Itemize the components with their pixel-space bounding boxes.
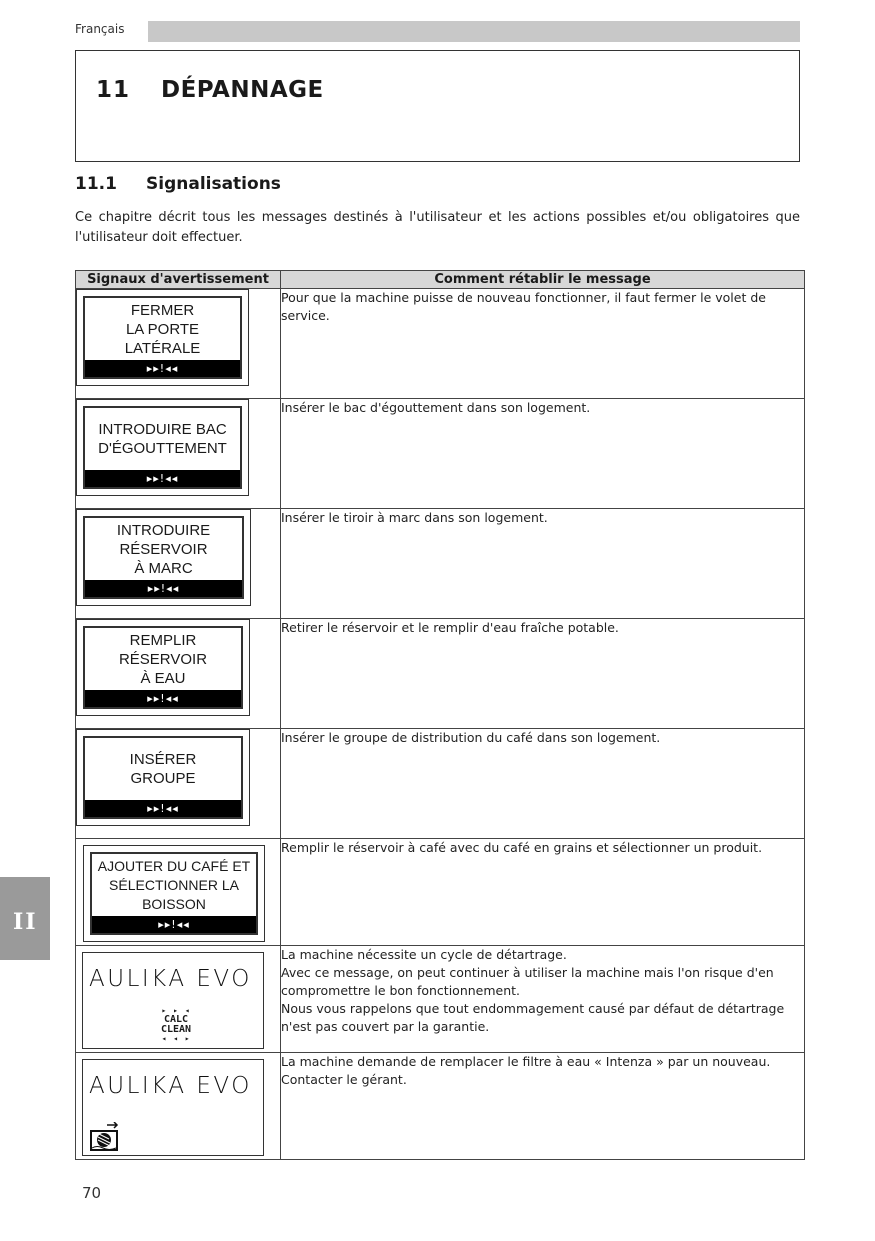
header-bar — [148, 21, 800, 42]
remedy-cell — [281, 619, 805, 729]
remedy-text: Insérer le bac d'égouttement dans son logement. — [281, 400, 591, 415]
remedy-cell — [281, 946, 805, 1053]
signal-cell — [76, 946, 281, 1053]
display-line: SÉLECTIONNER LA BOISSON — [109, 876, 239, 912]
remedy-text: Insérer le tiroir à marc dans son logement. — [281, 510, 548, 525]
display-screen — [83, 845, 265, 942]
table-row — [76, 289, 805, 399]
display-line: RÉSERVOIR — [119, 540, 208, 558]
warning-bar-icon: ▸▸!◂◂ — [85, 580, 242, 597]
signal-cell — [76, 1053, 281, 1160]
display-line: FERMER — [130, 301, 195, 319]
display-line: LA PORTE — [125, 320, 200, 338]
display-screen — [76, 289, 249, 386]
table-row — [76, 946, 805, 1053]
remedy-text: Avec ce message, on peut continuer à utiliser la machine mais l'on risque d'en compromettre le bon fonctionnement. — [281, 965, 774, 998]
signal-cell — [76, 399, 281, 509]
intro-paragraph: Ce chapitre décrit tous les messages destinés à l'utilisateur et les actions possibles et/ou obligatoires que l'utilisateur doit effectuer. — [75, 210, 800, 245]
calc-label: CALC — [163, 1014, 189, 1025]
water-filter-icon — [89, 1122, 121, 1152]
remedy-cell — [281, 1053, 805, 1160]
remedy-text: La machine demande de remplacer le filtre à eau « Intenza » par un nouveau. — [281, 1054, 771, 1069]
display-screen — [76, 729, 250, 826]
table-row — [76, 839, 805, 946]
signal-cell — [76, 839, 281, 946]
table-header-row — [76, 271, 805, 289]
display-screen — [82, 1059, 264, 1156]
remedy-text: Contacter le gérant. — [281, 1072, 407, 1087]
display-screen — [76, 619, 250, 716]
chapter-title: DÉPANNAGE — [161, 77, 324, 103]
display-line: D'ÉGOUTTEMENT — [98, 440, 227, 457]
signal-cell — [76, 289, 281, 399]
display-screen — [82, 952, 264, 1049]
warning-bar-icon: ▸▸!◂◂ — [85, 470, 240, 487]
display-screen — [76, 509, 251, 606]
display-line: À MARC — [134, 559, 193, 577]
warning-bar-icon: ▸▸!◂◂ — [85, 690, 241, 707]
language-label: Français — [75, 22, 125, 36]
signal-cell — [76, 729, 281, 839]
col-header-remedy: Comment rétablir le message — [281, 271, 805, 289]
chapter-number: 11 — [96, 77, 131, 103]
table-row — [76, 1053, 805, 1160]
display-line: À EAU — [140, 669, 186, 687]
section-number: 11.1 — [75, 174, 117, 194]
warning-bar-icon: ▸▸!◂◂ — [85, 360, 240, 377]
remedy-cell — [281, 509, 805, 619]
remedy-text: Insérer le groupe de distribution du café dans son logement. — [281, 730, 661, 745]
signal-cell — [76, 509, 281, 619]
remedy-text: Nous vous rappelons que tout endommagement causé par défaut de détartrage n'est pas couvert par la garantie. — [281, 1001, 785, 1034]
remedy-text: Retirer le réservoir et le remplir d'eau fraîche potable. — [281, 620, 619, 635]
table-row — [76, 509, 805, 619]
signals-table — [75, 270, 805, 1160]
display-line: INTRODUIRE BAC — [98, 421, 227, 438]
table-row — [76, 729, 805, 839]
side-tab-label: II — [13, 909, 38, 935]
display-screen — [76, 399, 249, 496]
calc-clean-icon: ▸ ▸ ◂ CALC CLEAN ◂ ◂ ▸ — [160, 1006, 192, 1043]
table-row — [76, 399, 805, 509]
display-line: RÉSERVOIR — [118, 650, 208, 668]
remedy-cell — [281, 399, 805, 509]
warning-bar-icon: ▸▸!◂◂ — [92, 916, 256, 933]
section-title: Signalisations — [146, 174, 281, 194]
remedy-text: La machine nécessite un cycle de détartrage. — [281, 947, 567, 962]
display-line: AJOUTER DU CAFÉ ET — [97, 857, 251, 874]
remedy-cell — [281, 289, 805, 399]
display-line: LATÉRALE — [124, 339, 201, 357]
page-number: 70 — [82, 1184, 102, 1202]
brand-logo: AULIKA EVO — [89, 1073, 252, 1099]
display-line: INSÉRER — [129, 751, 197, 768]
chapter-box — [75, 50, 800, 162]
table-row — [76, 619, 805, 729]
display-line: GROUPE — [130, 770, 196, 787]
display-line: INTRODUIRE — [116, 521, 211, 539]
warning-bar-icon: ▸▸!◂◂ — [85, 800, 241, 817]
col-header-signals: Signaux d'avertissement — [76, 271, 281, 289]
clean-label: CLEAN — [160, 1024, 192, 1035]
display-line: REMPLIR — [129, 631, 197, 649]
remedy-text: Remplir le réservoir à café avec du café en grains et sélectionner un produit. — [281, 840, 763, 855]
signal-cell — [76, 619, 281, 729]
remedy-text: Pour que la machine puisse de nouveau fonctionner, il faut fermer le volet de service. — [281, 290, 766, 323]
side-tab — [0, 877, 50, 960]
remedy-cell — [281, 729, 805, 839]
remedy-cell — [281, 839, 805, 946]
brand-logo: AULIKA EVO — [89, 966, 252, 992]
